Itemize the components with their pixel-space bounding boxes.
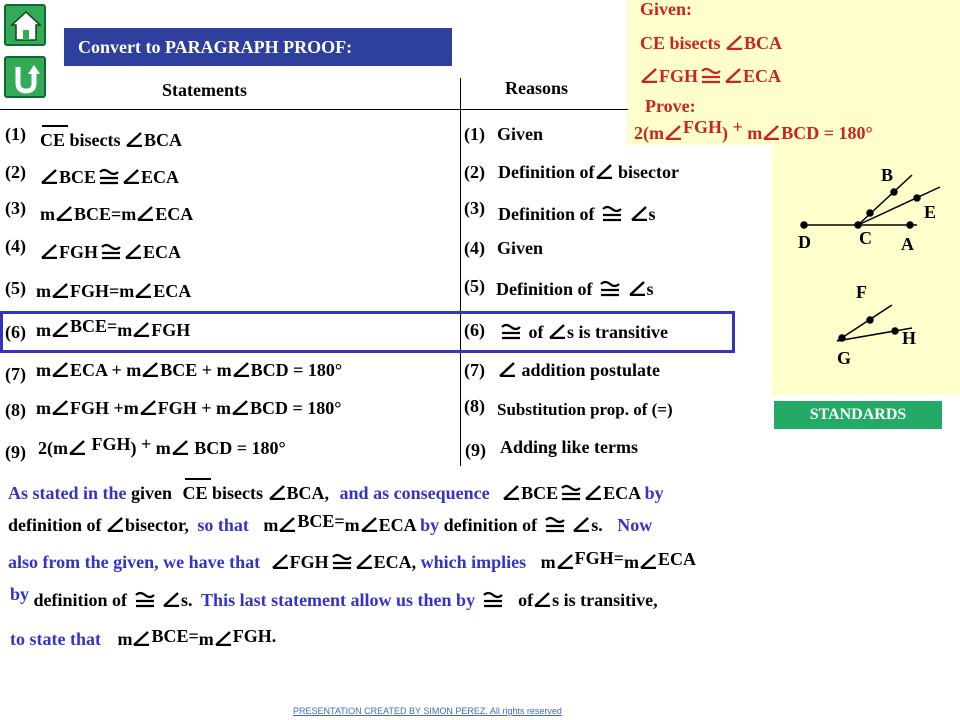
reason-8: Substitution prop. of (=)	[497, 400, 673, 419]
congruent-icon	[98, 167, 120, 185]
angle-icon	[107, 517, 124, 532]
angle-icon	[356, 554, 373, 569]
congruent-icon	[560, 483, 582, 501]
paragraph-line-5: to state that m BCE=m FGH.	[10, 626, 277, 649]
point-label-a: A	[901, 234, 914, 254]
reason-2: Definition of bisector	[498, 162, 679, 182]
reason-number: (4)	[464, 238, 485, 258]
point-label-b: B	[881, 165, 894, 185]
return-button[interactable]	[4, 56, 46, 98]
paragraph-line-1: As stated in the given CE bisects BCA, and as consequence BCE ECA by	[8, 483, 664, 504]
reasons-header: Reasons	[505, 78, 569, 98]
angle-icon	[215, 631, 232, 646]
angle-icon	[172, 440, 189, 455]
angle-icon	[272, 554, 289, 569]
reason-number: (3)	[464, 198, 485, 218]
angle-icon	[534, 592, 551, 607]
row-number: (5)	[5, 278, 26, 298]
angle-icon	[125, 244, 142, 259]
angle-icon	[641, 68, 658, 83]
reason-9: Adding like terms	[500, 437, 639, 457]
angle-icon	[629, 281, 646, 296]
angle-icon	[665, 125, 682, 140]
angle-icon	[640, 554, 657, 569]
u-turn-return-icon	[9, 61, 43, 95]
column-divider	[460, 78, 461, 466]
congruent-icon	[500, 322, 522, 340]
congruent-icon	[601, 204, 623, 222]
angle-icon	[631, 206, 648, 221]
row-number: (6)	[5, 322, 26, 342]
angle-icon	[163, 592, 180, 607]
statement-6: m BCE=m FGH	[36, 316, 191, 340]
angle-icon	[52, 362, 69, 377]
angle-icon	[133, 322, 150, 337]
prove-label: Prove:	[645, 96, 696, 116]
congruent-icon	[482, 590, 504, 608]
page-title: Convert to PARAGRAPH PROOF:	[64, 28, 452, 66]
header-divider	[0, 109, 628, 110]
statement-8: m FGH +m FGH + m BCD = 180°	[36, 398, 342, 418]
row-number: (2)	[5, 162, 26, 182]
reason-number: (2)	[464, 162, 485, 182]
reason-number: (7)	[464, 360, 485, 380]
angle-icon	[69, 440, 86, 455]
congruent-icon	[134, 590, 156, 608]
angle-icon	[726, 35, 743, 50]
angle-icon	[573, 517, 590, 532]
angle-icon	[503, 485, 520, 500]
statement-3: m BCE=m ECA	[40, 204, 194, 224]
angle-icon	[135, 283, 152, 298]
angle-icon	[142, 362, 159, 377]
point-label-h: H	[902, 328, 917, 348]
reason-5: Definition of s	[496, 279, 654, 299]
angle-icon	[133, 631, 150, 646]
standards-button[interactable]: STANDARDS	[774, 401, 942, 429]
angle-icon	[137, 206, 154, 221]
reason-number: (1)	[464, 124, 485, 144]
reason-number: (5)	[464, 276, 485, 296]
congruent-icon	[100, 242, 122, 260]
credit-link[interactable]: PRESENTATION CREATED BY SIMON PEREZ. All rights reserved	[293, 706, 562, 716]
paragraph-line-3: also from the given, we have that FGH ECA, which implies m FGH=m ECA	[8, 548, 696, 572]
point-label-c: C	[859, 228, 872, 248]
row-number: (4)	[5, 236, 26, 256]
row-number: (3)	[5, 198, 26, 218]
given-line-1: CE bisects BCA	[640, 33, 783, 53]
row-number: (7)	[5, 364, 26, 384]
home-button[interactable]	[4, 4, 46, 46]
point-label-g: G	[837, 348, 852, 368]
congruent-icon	[331, 552, 353, 570]
row-number: (8)	[5, 400, 26, 420]
angle-icon	[123, 169, 140, 184]
given-line-2: FGH ECA	[640, 66, 781, 87]
congruent-icon	[544, 515, 566, 533]
angle-icon	[41, 244, 58, 259]
statements-header: Statements	[162, 80, 247, 100]
row-number: (9)	[5, 442, 26, 462]
point-label-e: E	[924, 202, 937, 222]
reason-number: (6)	[464, 320, 485, 340]
angle-icon	[126, 132, 143, 147]
geometry-diagram	[772, 145, 960, 395]
paragraph-line-2: definition of bisector, so that m BCE=m ECA by definition of s. Now	[8, 511, 653, 535]
congruent-icon	[599, 279, 621, 297]
statement-4: FGH ECA	[40, 242, 181, 263]
angle-icon	[549, 324, 566, 339]
angle-icon	[140, 400, 157, 415]
reason-7: addition postulate	[498, 360, 660, 381]
point-label-f: F	[856, 282, 867, 302]
angle-icon	[725, 68, 742, 83]
row-number: (1)	[5, 124, 26, 144]
paragraph-line-4: by definition of s. This last statement allow us then by of s is transitive,	[10, 584, 658, 610]
angle-icon	[269, 485, 286, 500]
angle-icon	[52, 322, 69, 337]
angle-icon	[56, 206, 73, 221]
reason-6: of s is transitive	[498, 322, 668, 343]
angle-icon	[361, 517, 378, 532]
angle-icon	[763, 125, 780, 140]
angle-icon	[499, 362, 516, 377]
prove-statement: 2(m FGH) + m BCD = 180°	[634, 117, 873, 143]
given-label: Given:	[640, 0, 692, 19]
angle-icon	[279, 517, 296, 532]
reason-number: (8)	[464, 396, 485, 416]
angle-icon	[557, 554, 574, 569]
angle-icon	[41, 169, 58, 184]
angle-icon	[232, 400, 249, 415]
statement-1: CE bisects BCA	[40, 130, 182, 151]
reason-number: (9)	[465, 440, 486, 460]
reason-4: Given	[497, 238, 544, 258]
angle-icon	[233, 362, 250, 377]
home-icon	[9, 9, 43, 43]
point-label-d: D	[798, 232, 811, 252]
angle-icon	[52, 400, 69, 415]
angle-icon	[585, 485, 602, 500]
statement-7: m ECA + m BCE + m BCD = 180°	[36, 360, 343, 380]
angle-icon	[596, 164, 613, 179]
statement-9: 2(m FGH) + m BCD = 180°	[38, 434, 286, 458]
reason-1: Given	[497, 124, 544, 144]
congruent-icon	[700, 66, 722, 84]
angle-icon	[52, 283, 69, 298]
reason-3: Definition of s	[498, 204, 656, 224]
statement-5: m FGH=m ECA	[36, 281, 192, 301]
statement-2: BCE ECA	[40, 167, 179, 188]
